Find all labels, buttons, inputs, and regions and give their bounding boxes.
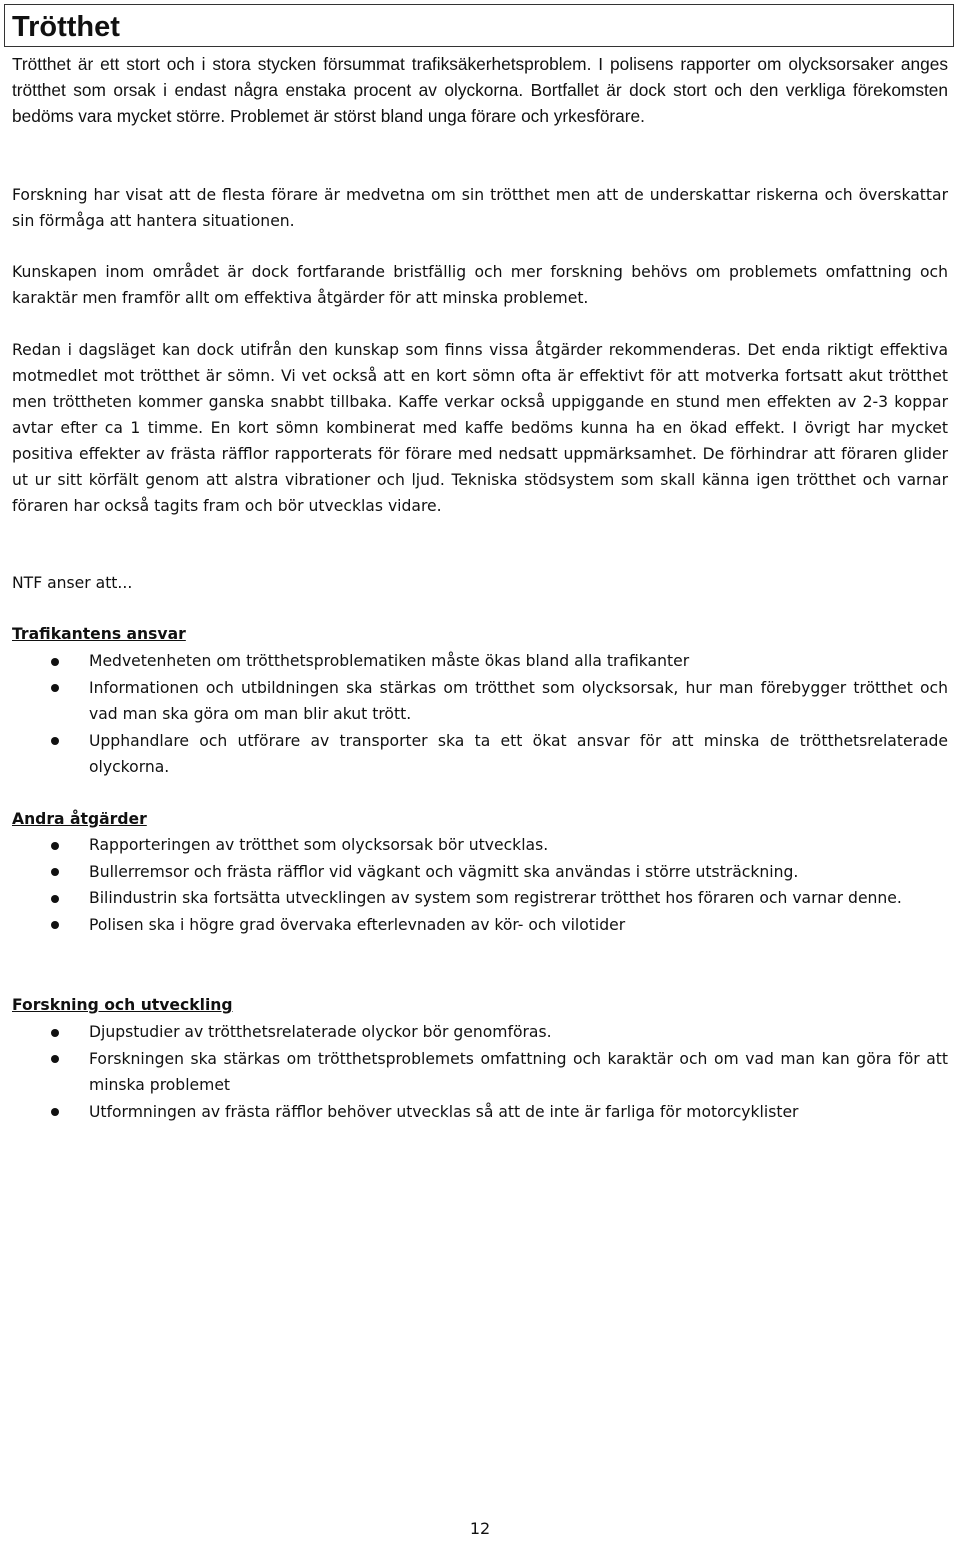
list-item: Bilindustrin ska fortsätta utvecklingen av system som registrerar trötthet hos föraren och varnar denne. xyxy=(0,885,948,912)
list-item: Informationen och utbildningen ska stärkas om trötthet som olycksorsak, hur man förebygger trötthet och vad man ska göra om man blir akut trött. xyxy=(0,675,948,728)
section-heading-road-user: Trafikantens ansvar xyxy=(12,625,186,643)
bullet-icon xyxy=(51,842,59,850)
bullet-icon xyxy=(51,868,59,876)
list-item: Medvetenheten om trötthetsproblematiken måste ökas bland alla trafikanter xyxy=(0,648,948,675)
list-item: Forskningen ska stärkas om trötthetsproblemets omfattning och karaktär och om vad man kan göra för att minska problemet xyxy=(0,1046,948,1099)
title-box xyxy=(4,4,954,47)
list-item: Upphandlare och utförare av transporter ska ta ett ökat ansvar för att minska de trötthetsrelaterade olyckorna. xyxy=(0,728,948,781)
paragraph-knowledge: Kunskapen inom området är dock fortfarande bristfällig och mer forskning behövs om problemets omfattning och karaktär men framför allt om effektiva åtgärder för att minska problemet. xyxy=(12,263,948,307)
bullet-icon xyxy=(51,658,59,666)
page-title: Trötthet xyxy=(12,11,120,43)
page-number: 12 xyxy=(469,1519,491,1538)
list-research xyxy=(0,1019,948,1125)
bullet-icon xyxy=(51,1029,59,1037)
intro-paragraph: Trötthet är ett stort och i stora stycken försummat trafiksäkerhetsproblem. I polisens rapporter om olycksorsaker anges trötthet som orsak i endast några enstaka procent av olyckorna. Bortfallet är dock stort och den verkliga förekomsten bedöms vara mycket större. Problemet är störst bland unga förare och yrkesförare. xyxy=(12,54,948,126)
list-other-measures xyxy=(0,832,948,938)
list-item: Djupstudier av trötthetsrelaterade olyckor bör genomföras. xyxy=(0,1019,948,1046)
section-heading-research: Forskning och utveckling xyxy=(12,996,233,1014)
bullet-icon xyxy=(51,921,59,929)
bullet-icon xyxy=(51,1108,59,1116)
list-item: Bullerremsor och frästa räfflor vid vägkant och vägmitt ska användas i större utsträckning. xyxy=(0,859,948,886)
paragraph-ntf: NTF anser att... xyxy=(12,574,133,592)
list-item: Polisen ska i högre grad övervaka efterlevnaden av kör- och vilotider xyxy=(0,912,948,939)
section-heading-other-measures: Andra åtgärder xyxy=(12,810,147,828)
bullet-icon xyxy=(51,1055,59,1063)
list-item: Utformningen av frästa räfflor behöver utvecklas så att de inte är farliga för motorcyklister xyxy=(0,1099,948,1126)
bullet-icon xyxy=(51,684,59,692)
bullet-icon xyxy=(51,895,59,903)
paragraph-measures: Redan i dagsläget kan dock utifrån den kunskap som finns vissa åtgärder rekommenderas. Det enda riktigt effektiva motmedlet mot trötthet är sömn. Vi vet också att en kort sömn ofta är effektivt för att motverka fortsatt akut trötthet men tröttheten kommer ganska snabbt tillbaka. Kaffe verkar också uppiggande en stund men effekten av 2-3 koppar avtar efter ca 1 timme. En kort sömn kombinerat med kaffe bedöms kunna ha en ökad effekt. I övrigt har mycket positiva effekter av frästa räfflor rapporterats för förare med nedsatt uppmärksamhet. De förhindrar att föraren glider ut ur sitt körfält genom att alstra vibrationer och ljud. Tekniska stödsystem som skall känna igen trötthet och varnar föraren har också tagits fram och bör utvecklas vidare. xyxy=(12,341,948,515)
list-road-user xyxy=(0,648,948,781)
paragraph-research: Forskning har visat att de flesta förare är medvetna om sin trötthet men att de underskattar riskerna och överskattar sin förmåga att hantera situationen. xyxy=(12,186,948,230)
list-item: Rapporteringen av trötthet som olycksorsak bör utvecklas. xyxy=(0,832,948,859)
bullet-icon xyxy=(51,737,59,745)
